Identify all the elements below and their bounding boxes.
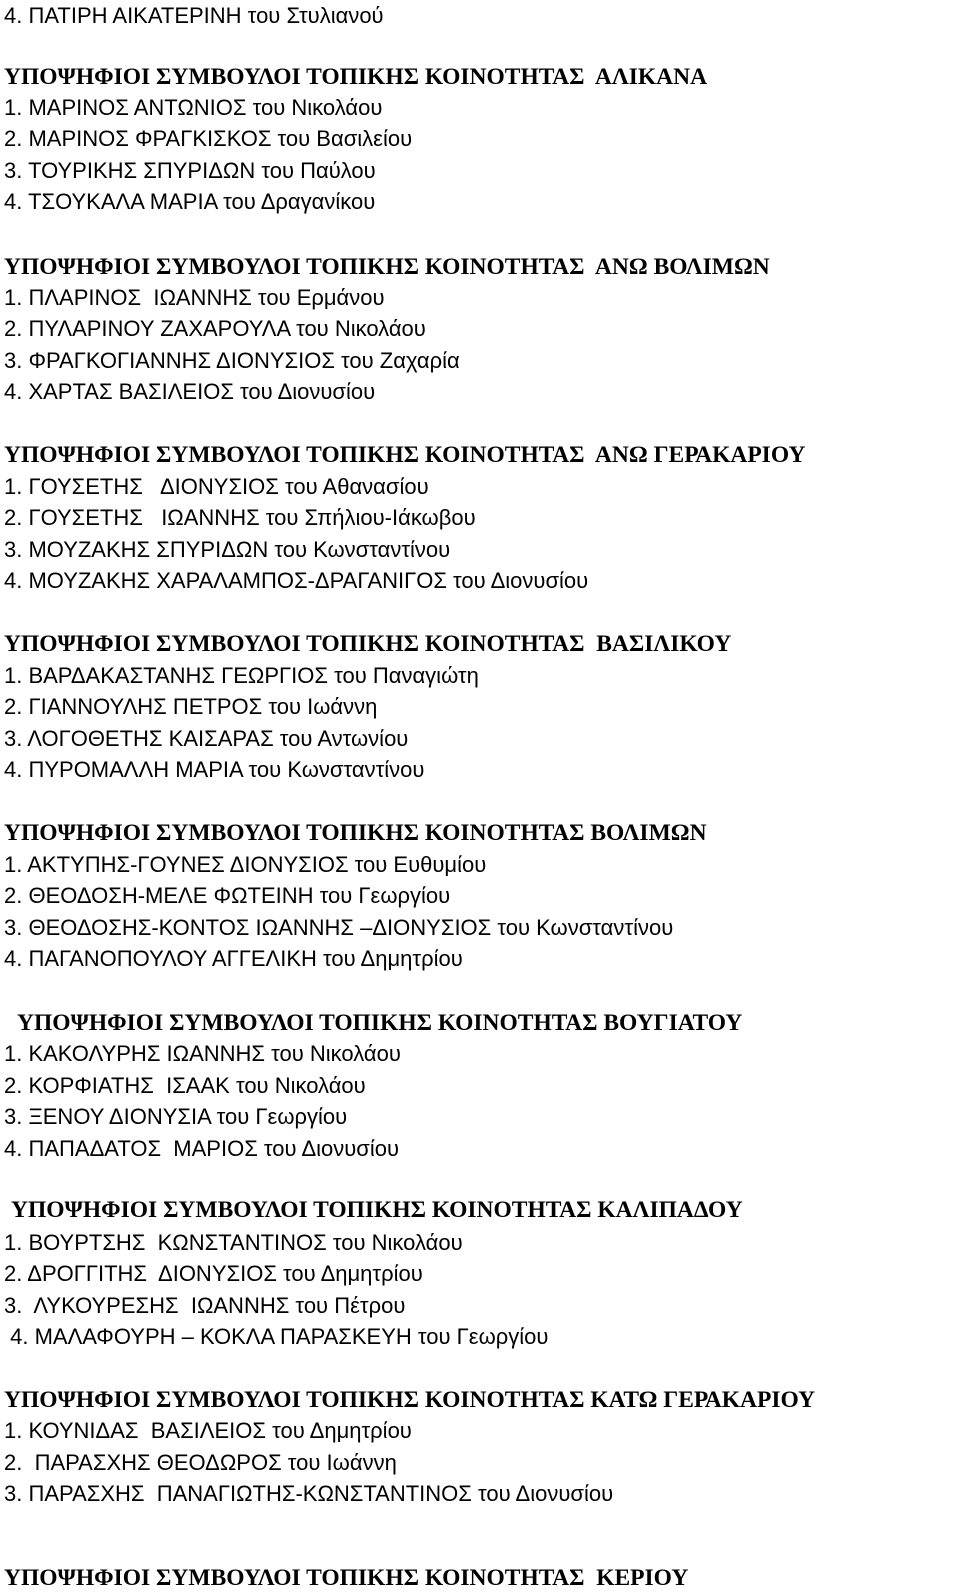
candidate-line: 3. ΛΟΓΟΘΕΤΗΣ ΚΑΙΣΑΡΑΣ του Αντωνίου [4, 726, 409, 751]
candidate-line: 4. ΤΣΟΥΚΑΛΑ ΜΑΡΙΑ του Δραγανίκου [4, 189, 376, 214]
section-heading: ΥΠΟΨΗΦΙΟΙ ΣΥΜΒΟΥΛΟΙ ΤΟΠΙΚΗΣ ΚΟΙΝΟΤΗΤΑΣ ΑΝΩ ΓΕΡΑΚΑΡΙΟΥ [4, 442, 806, 468]
candidate-line: 2. ΠΥΛΑΡΙΝΟΥ ΖΑΧΑΡΟΥΛΑ του Νικολάου [4, 316, 426, 341]
section-heading: ΥΠΟΨΗΦΙΟΙ ΣΥΜΒΟΥΛΟΙ ΤΟΠΙΚΗΣ ΚΟΙΝΟΤΗΤΑΣ ΒΑΣΙΛΙΚΟΥ [4, 631, 732, 657]
section-heading: ΥΠΟΨΗΦΙΟΙ ΣΥΜΒΟΥΛΟΙ ΤΟΠΙΚΗΣ ΚΟΙΝΟΤΗΤΑΣ ΒΟΥΓΙΑΤΟΥ [12, 1010, 743, 1036]
candidate-line: 3. ΠΑΡΑΣΧΗΣ ΠΑΝΑΓΙΩΤΗΣ-ΚΩΝΣΤΑΝΤΙΝΟΣ του Διονυσίου [4, 1481, 614, 1506]
candidate-line: 1. ΠΛΑΡΙΝΟΣ ΙΩΑΝΝΗΣ του Ερμάνου [4, 285, 385, 310]
candidate-line: 2. ΚΟΡΦΙΑΤΗΣ ΙΣΑΑΚ του Νικολάου [4, 1073, 366, 1098]
candidate-line: 2. ΓΙΑΝΝΟΥΛΗΣ ΠΕΤΡΟΣ του Ιωάννη [4, 694, 378, 719]
candidate-line: 4. ΠΑΓΑΝΟΠΟΥΛΟΥ ΑΓΓΕΛΙΚΗ του Δημητρίου [4, 946, 463, 971]
candidate-line: 3. ΤΟΥΡΙΚΗΣ ΣΠΥΡΙΔΩΝ του Παύλου [4, 158, 376, 183]
section-heading: ΥΠΟΨΗΦΙΟΙ ΣΥΜΒΟΥΛΟΙ ΤΟΠΙΚΗΣ ΚΟΙΝΟΤΗΤΑΣ ΑΝΩ ΒΟΛΙΜΩΝ [4, 254, 770, 280]
section-heading: ΥΠΟΨΗΦΙΟΙ ΣΥΜΒΟΥΛΟΙ ΤΟΠΙΚΗΣ ΚΟΙΝΟΤΗΤΑΣ ΚΑΤΩ ΓΕΡΑΚΑΡΙΟΥ [4, 1387, 816, 1413]
section-heading: ΥΠΟΨΗΦΙΟΙ ΣΥΜΒΟΥΛΟΙ ΤΟΠΙΚΗΣ ΚΟΙΝΟΤΗΤΑΣ ΚΑΛΙΠΑΔΟΥ [6, 1197, 743, 1223]
candidate-line: 1. ΒΑΡΔΑΚΑΣΤΑΝΗΣ ΓΕΩΡΓΙΟΣ του Παναγιώτη [4, 663, 479, 688]
section-heading: ΥΠΟΨΗΦΙΟΙ ΣΥΜΒΟΥΛΟΙ ΤΟΠΙΚΗΣ ΚΟΙΝΟΤΗΤΑΣ ΑΛΙΚΑΝΑ [4, 64, 708, 90]
candidate-line: 2. ΜΑΡΙΝΟΣ ΦΡΑΓΚΙΣΚΟΣ του Βασιλείου [4, 126, 413, 151]
section-heading: ΥΠΟΨΗΦΙΟΙ ΣΥΜΒΟΥΛΟΙ ΤΟΠΙΚΗΣ ΚΟΙΝΟΤΗΤΑΣ ΒΟΛΙΜΩΝ [4, 820, 707, 846]
section-heading: ΥΠΟΨΗΦΙΟΙ ΣΥΜΒΟΥΛΟΙ ΤΟΠΙΚΗΣ ΚΟΙΝΟΤΗΤΑΣ ΚΕΡΙΟΥ [4, 1565, 689, 1591]
candidate-line: 1. ΚΑΚΟΛΥΡΗΣ ΙΩΑΝΝΗΣ του Νικολάου [4, 1041, 401, 1066]
candidate-line: 3. ΛΥΚΟΥΡΕΣΗΣ ΙΩΑΝΝΗΣ του Πέτρου [4, 1293, 406, 1318]
candidate-line: 2. ΘΕΟΔΟΣΗ-ΜΕΛΕ ΦΩΤΕΙΝΗ του Γεωργίου [4, 883, 451, 908]
candidate-line: 4. ΜΑΛΑΦΟΥΡΗ – ΚΟΚΛΑ ΠΑΡΑΣΚΕΥΗ του Γεωργίου [4, 1324, 549, 1349]
candidate-line: 3. ΜΟΥΖΑΚΗΣ ΣΠΥΡΙΔΩΝ του Κωνσταντίνου [4, 537, 451, 562]
candidate-line: 1. ΓΟΥΣΕΤΗΣ ΔΙΟΝΥΣΙΟΣ του Αθανασίου [4, 474, 429, 499]
candidate-line: 1. ΒΟΥΡΤΣΗΣ ΚΩΝΣΤΑΝΤΙΝΟΣ του Νικολάου [4, 1230, 463, 1255]
candidate-line: 4. ΠΑΠΑΔΑΤΟΣ ΜΑΡΙΟΣ του Διονυσίου [4, 1136, 400, 1161]
candidate-line: 2. ΠΑΡΑΣΧΗΣ ΘΕΟΔΩΡΟΣ του Ιωάννη [4, 1450, 397, 1475]
candidate-line: 1. ΑΚΤΥΠΗΣ-ΓΟΥΝΕΣ ΔΙΟΝΥΣΙΟΣ του Ευθυμίου [4, 852, 487, 877]
candidate-line: 4. ΠΥΡΟΜΑΛΛΗ ΜΑΡΙΑ του Κωνσταντίνου [4, 757, 425, 782]
candidate-line: 2. ΓΟΥΣΕΤΗΣ ΙΩΑΝΝΗΣ του Σπήλιου-Ιάκωβου [4, 505, 476, 530]
candidate-line: 3. ΦΡΑΓΚΟΓΙΑΝΝΗΣ ΔΙΟΝΥΣΙΟΣ του Ζαχαρία [4, 348, 460, 373]
candidate-line: 4. ΧΑΡΤΑΣ ΒΑΣΙΛΕΙΟΣ του Διονυσίου [4, 379, 376, 404]
candidate-line: 4. ΜΟΥΖΑΚΗΣ ΧΑΡΑΛΑΜΠΟΣ-ΔΡΑΓΑΝΙΓΟΣ του Διονυσίου [4, 568, 589, 593]
candidate-line: 1. ΜΑΡΙΝΟΣ ΑΝΤΩΝΙΟΣ του Νικολάου [4, 95, 383, 120]
candidate-line: 1. ΚΟΥΝΙΔΑΣ ΒΑΣΙΛΕΙΟΣ του Δημητρίου [4, 1418, 412, 1443]
candidate-line: 3. ΞΕΝΟΥ ΔΙΟΝΥΣΙΑ του Γεωργίου [4, 1104, 348, 1129]
candidate-line: 4. ΠΑΤΙΡΗ ΑΙΚΑΤΕΡΙΝΗ του Στυλιανού [4, 3, 384, 28]
candidate-line: 3. ΘΕΟΔΟΣΗΣ-ΚΟΝΤΟΣ ΙΩΑΝΝΗΣ –ΔΙΟΝΥΣΙΟΣ του Κωνσταντίνου [4, 915, 674, 940]
candidate-line: 2. ΔΡΟΓΓΙΤΗΣ ΔΙΟΝΥΣΙΟΣ του Δημητρίου [4, 1261, 423, 1286]
